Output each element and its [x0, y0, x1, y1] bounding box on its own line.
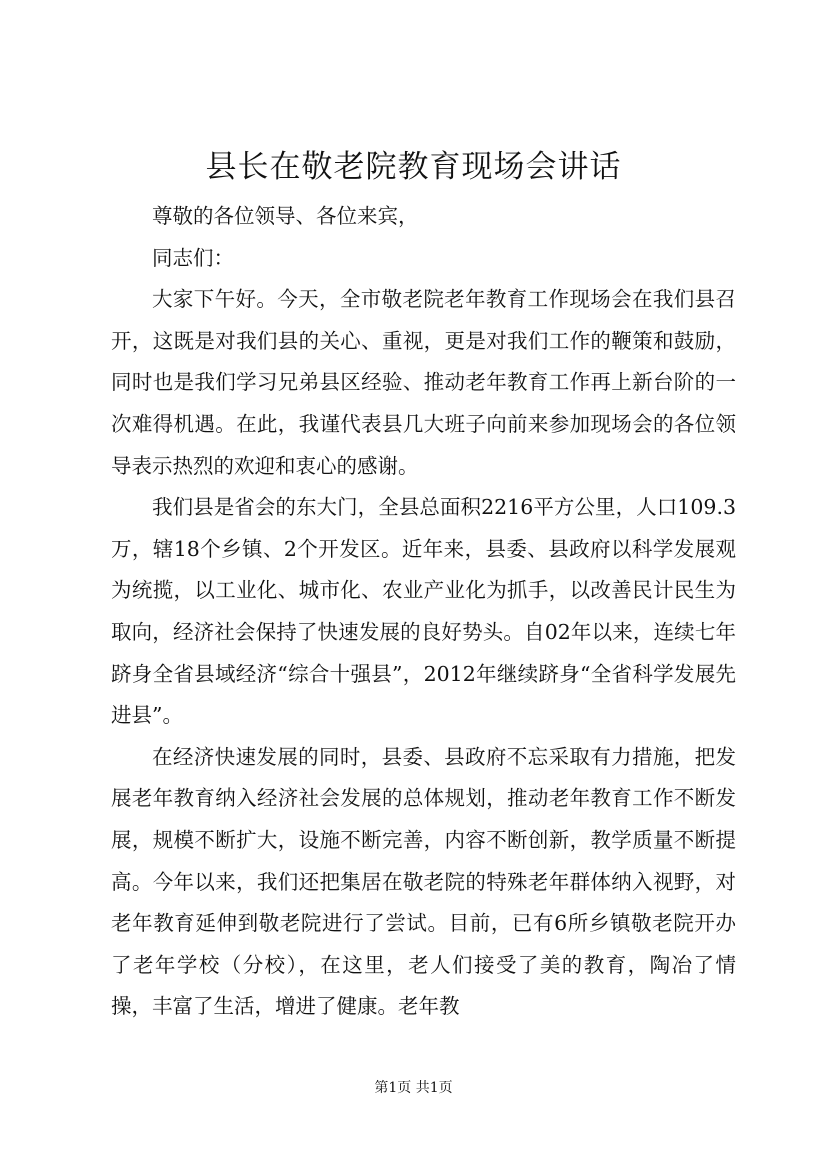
page-number-footer: 第1页 共1页: [374, 1080, 453, 1096]
salutation-leaders: 尊敬的各位领导、各位来宾，: [152, 204, 419, 228]
paragraph-county-overview: 我们县是省会的东大门，全县总面积2216平方公里，人口109.3万，辖18个乡镇、2个开发区。近年来，县委、县政府以科学发展观为统揽，以工业化、城市化、农业产业化为抓手，以改善民计民生为取向，经济社会保持了快速发展的良好势头。自02年以来，连续七年跻身全省县域经济“综合十强县”，2012年继续跻身“全省科学发展先进县”。: [111, 495, 736, 728]
salutation-comrades: 同志们：: [152, 245, 234, 270]
document-body: [111, 196, 736, 1028]
document-title: 县长在敬老院教育现场会讲话: [205, 149, 622, 185]
paragraph-elder-education: 在经济快速发展的同时，县委、县政府不忘采取有力措施，把发展老年教育纳入经济社会发展的总体规划，推动老年教育工作不断发展，规模不断扩大，设施不断完善，内容不断创新，教学质量不断提高。今年以来，我们还把集居在敬老院的特殊老年群体纳入视野，对老年教育延伸到敬老院进行了尝试。目前，已有6所乡镇敬老院开办了老年学校（分校），在这里，老人们接受了美的教育，陶冶了情操，丰富了生活，增进了健康。老年教: [111, 744, 736, 1019]
paragraph-welcome: 大家下午好。今天，全市敬老院老年教育工作现场会在我们县召开，这既是对我们县的关心、重视，更是对我们工作的鞭策和鼓励，同时也是我们学习兄弟县区经验、推动老年教育工作再上新台阶的一次难得机遇。在此，我谨代表县几大班子向前来参加现场会的各位领导表示热烈的欢迎和衷心的感谢。: [111, 287, 736, 478]
